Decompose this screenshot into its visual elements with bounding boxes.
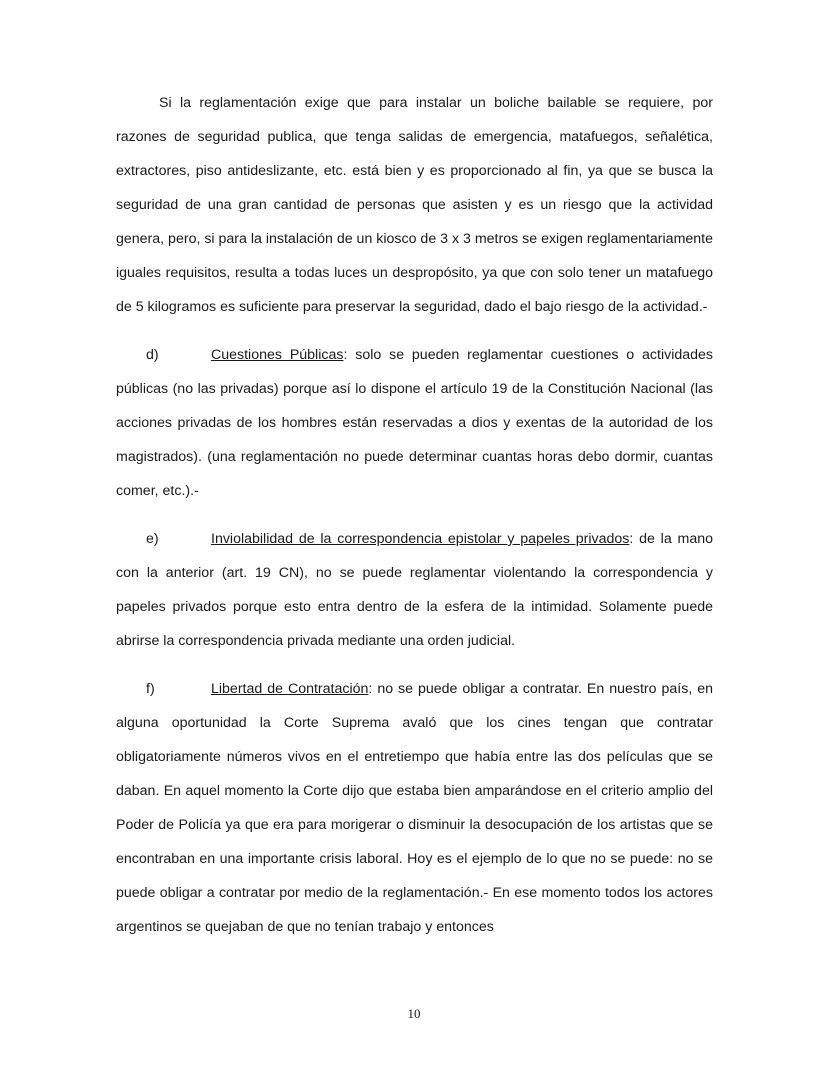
item-heading: Cuestiones Públicas — [211, 347, 344, 363]
item-marker: d) — [146, 347, 159, 363]
item-marker: e) — [146, 531, 159, 547]
list-item-e — [116, 522, 713, 658]
page-number: 10 — [407, 1006, 421, 1021]
item-heading: Inviolabilidad de la correspondencia epistolar y papeles privados — [211, 531, 630, 547]
document-page — [116, 86, 713, 958]
item-marker: f) — [146, 681, 155, 697]
item-heading: Libertad de Contratación — [211, 681, 369, 697]
item-text: : no se puede obligar a contratar. En nuestro país, en alguna oportunidad la Corte Suprema avaló que los cines tengan que contratar obligatoriamente números vivos en el entretiempo que había entre las dos películas que se daban. En aquel momento la Corte dijo que estaba bien amparándose en el criterio amplio del Poder de Policía ya que era para morigerar o disminuir la desocupación de los artistas que se encontraban en una importante crisis laboral. Hoy es el ejemplo de lo que no se puede: no se puede obligar a contratar por medio de la reglamentación.- En ese momento todos los actores argentinos se quejaban de que no tenían trabajo y entonces — [116, 681, 713, 935]
list-item-d — [116, 338, 713, 508]
item-text: : solo se pueden reglamentar cuestiones o actividades públicas (no las privadas) porque así lo dispone el artículo 19 de la Constitución Nacional (las acciones privadas de los hombres están reservadas a dios y exentas de la autoridad de los magistrados). (una reglamentación no puede determinar cuantas horas debo dormir, cuantas comer, etc.).- — [116, 347, 714, 499]
item-text: : de la mano con la anterior (art. 19 CN), no se puede reglamentar violentando la correspondencia y papeles privados porque esto entra dentro de la esfera de la intimidad. Solamente puede abrirse la correspondencia privada mediante una orden judicial. — [116, 531, 713, 649]
paragraph-intro: Si la reglamentación exige que para instalar un boliche bailable se requiere, por razones de seguridad publica, que tenga salidas de emergencia, matafuegos, señalética, extractores, piso antideslizante, etc. está bien y es proporcionado al fin, ya que se busca la seguridad de una gran cantidad de personas que asisten y es un riesgo que la actividad genera, pero, si para la instalación de un kiosco de 3 x 3 metros se exigen reglamentariamente iguales requisitos, resulta a todas luces un despropósito, ya que con solo tener un matafuego de 5 kilogramos es suficiente para preservar la seguridad, dado el bajo riesgo de la actividad.- — [116, 95, 714, 315]
list-item-f — [116, 672, 713, 944]
